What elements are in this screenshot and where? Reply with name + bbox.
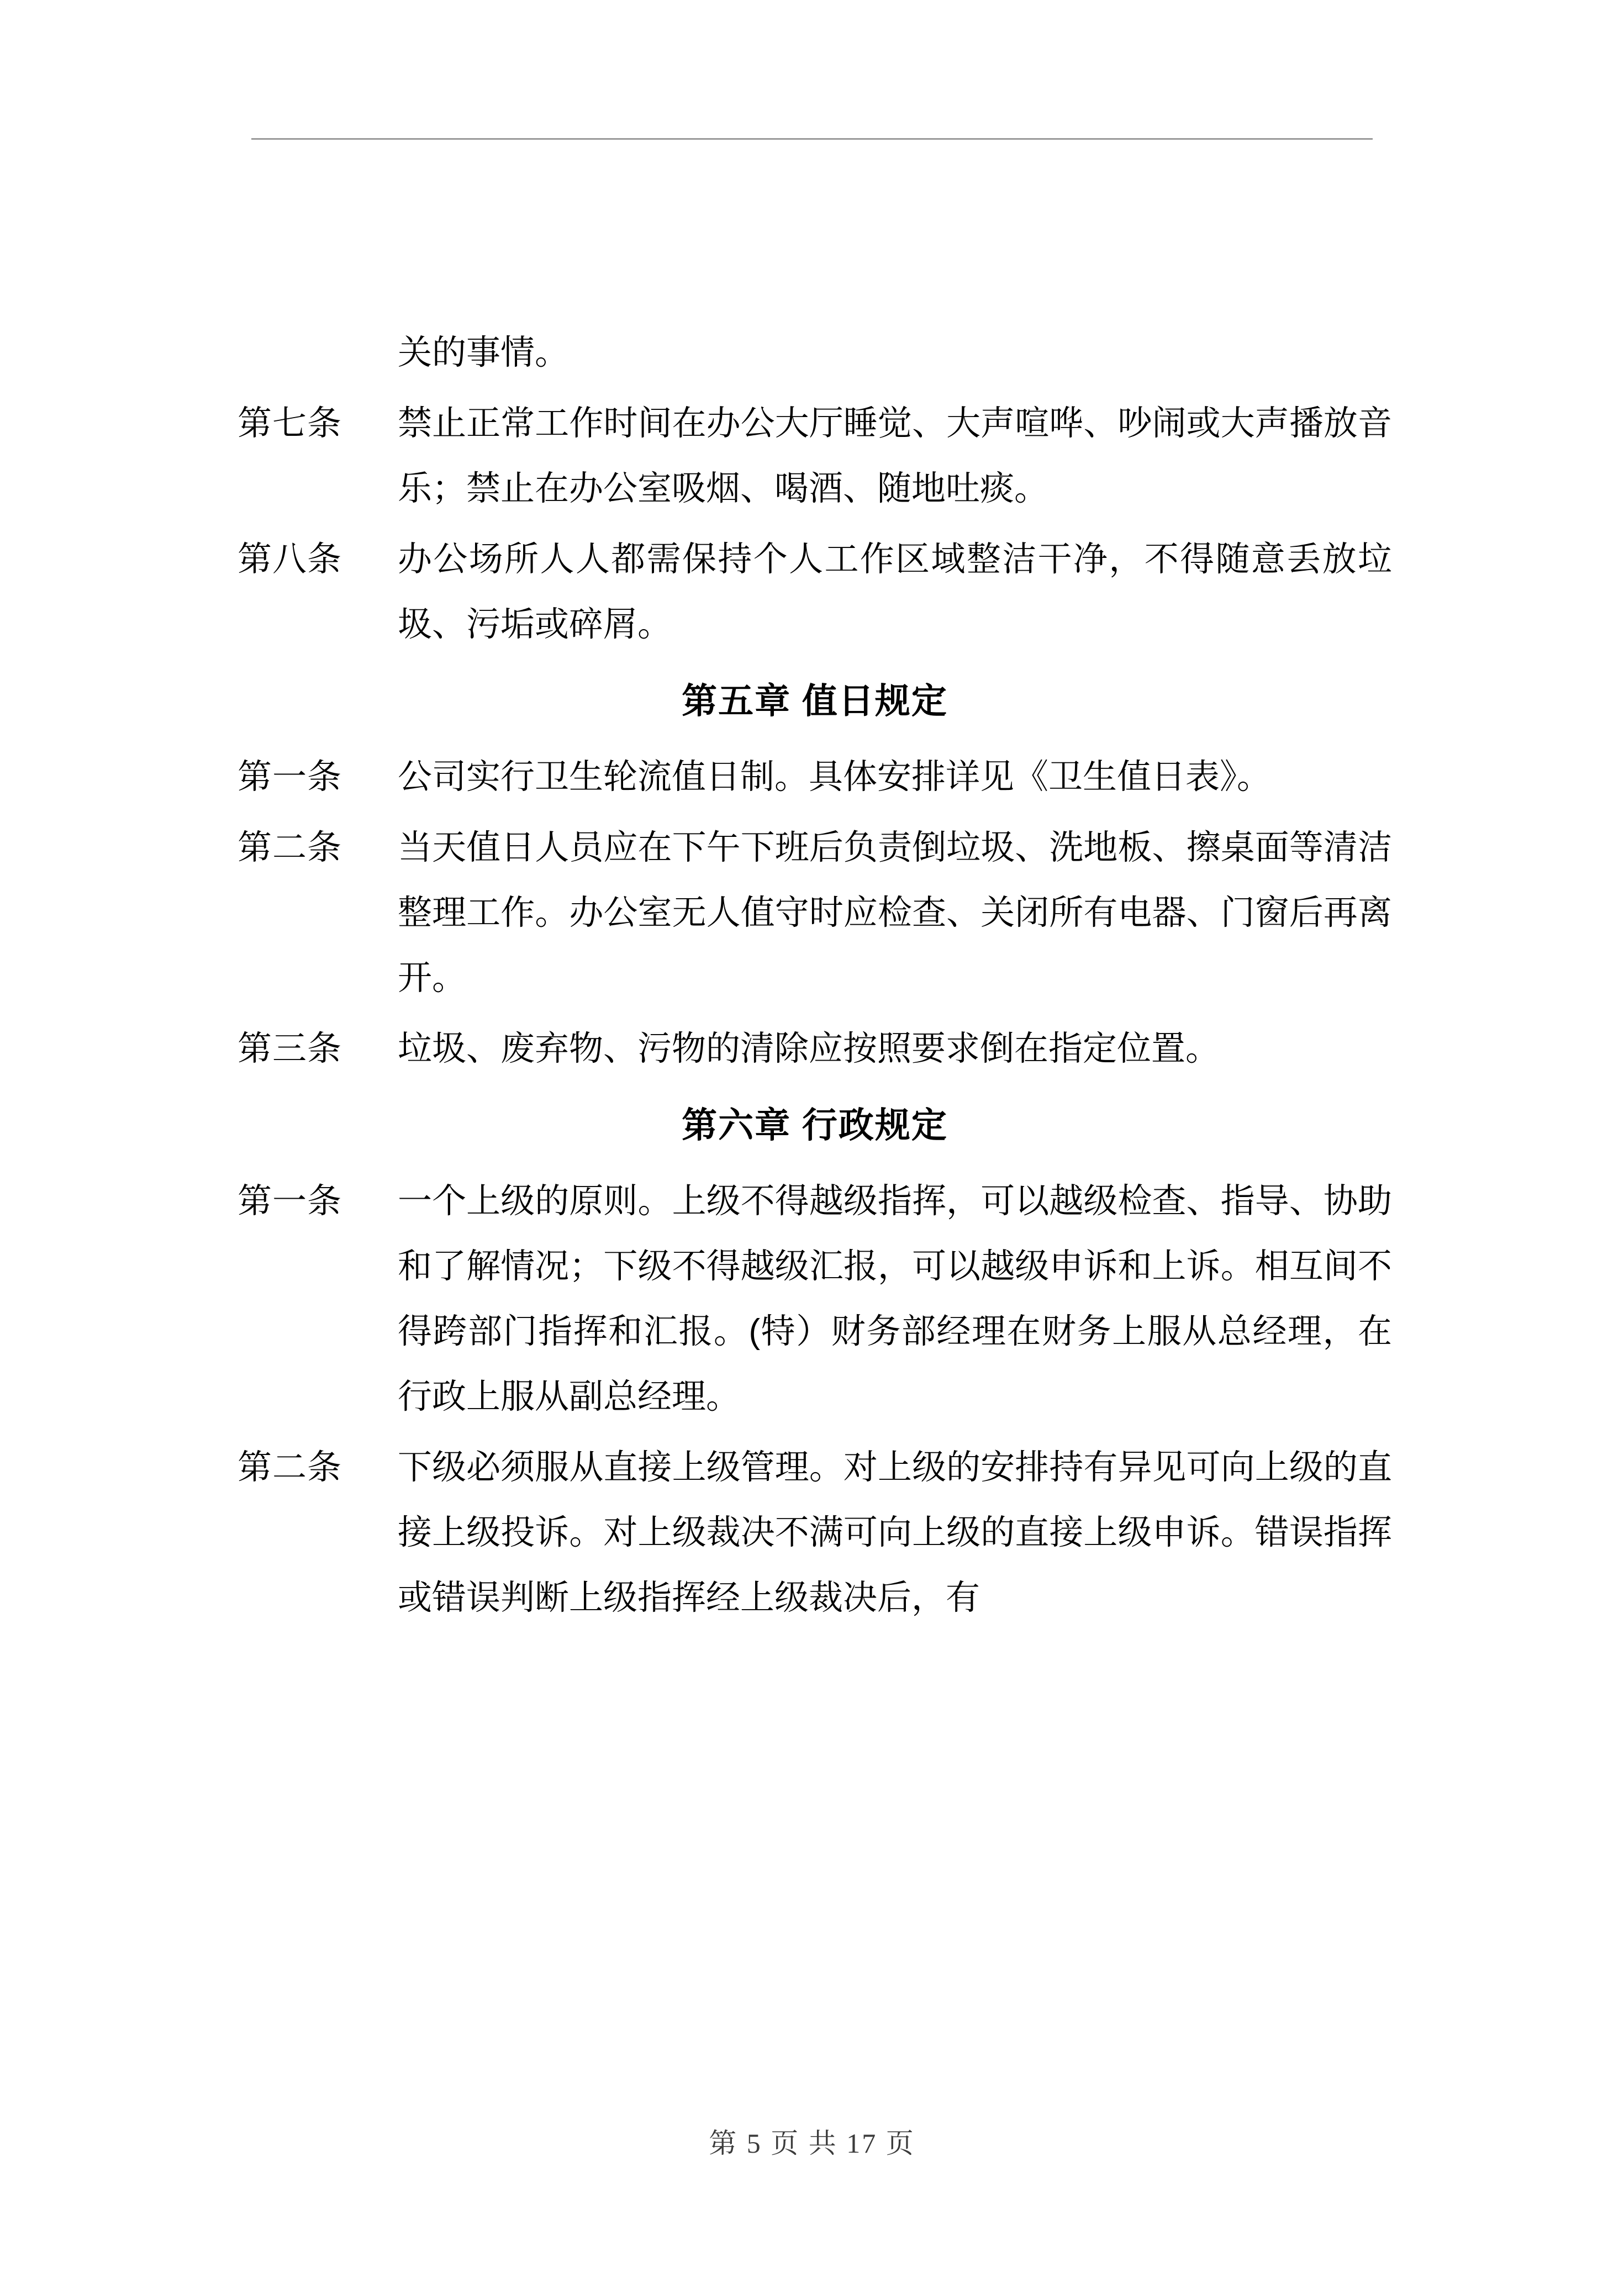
article-label: 第七条 (238, 404, 342, 442)
article-item (238, 815, 1392, 1011)
article-text: 禁止正常工作时间在办公大厅睡觉、大声喧哗、吵闹或大声播放音乐；禁止在办公室吸烟、喝酒、随地吐痰。 (398, 404, 1392, 508)
article-text: 垃圾、废弃物、污物的清除应按照要求倒在指定位置。 (398, 1030, 1220, 1068)
chapter-heading: 第六章 行政规定 (682, 1105, 948, 1145)
article-item (238, 527, 1392, 657)
article-item (238, 1016, 1392, 1082)
header-divider (251, 138, 1373, 140)
article-text: 当天值日人员应在下午下班后负责倒垃圾、洗地板、擦桌面等清洁整理工作。办公室无人值守时应检查、关闭所有电器、门窗后再离开。 (398, 829, 1392, 997)
article-label: 第一条 (238, 1182, 342, 1220)
article-text: 办公场所人人都需保持个人工作区域整洁干净，不得随意丢放垃圾、污垢或碎屑。 (398, 540, 1392, 644)
page-content (238, 320, 1392, 1636)
article-item (238, 391, 1392, 521)
article-item (238, 745, 1392, 810)
article-label: 第二条 (238, 1448, 342, 1486)
article-text: 公司实行卫生轮流值日制。具体安排详见《卫生值日表》。 (398, 758, 1272, 796)
chapter-heading: 第五章 值日规定 (682, 681, 948, 721)
article-text: 一个上级的原则。上级不得越级指挥，可以越级检查、指导、协助和了解情况；下级不得越级汇报，可以越级申诉和上诉。相互间不得跨部门指挥和汇报。(特）财务部经理在财务上服从总经理，在行政上服从副总经理。 (398, 1182, 1392, 1416)
article-item (238, 1169, 1392, 1430)
article-label: 第三条 (238, 1030, 342, 1068)
article-label: 第一条 (238, 758, 342, 796)
article-item (238, 1435, 1392, 1631)
page-footer: 第 5 页 共 17 页 (709, 2128, 915, 2159)
article-label: 第二条 (238, 829, 342, 867)
article-label: 第八条 (238, 540, 342, 578)
paragraph-continuation: 关的事情。 (398, 334, 570, 372)
article-text: 下级必须服从直接上级管理。对上级的安排持有异见可向上级的直接上级投诉。对上级裁决不满可向上级的直接上级申诉。错误指挥或错误判断上级指挥经上级裁决后，有 (398, 1448, 1392, 1617)
